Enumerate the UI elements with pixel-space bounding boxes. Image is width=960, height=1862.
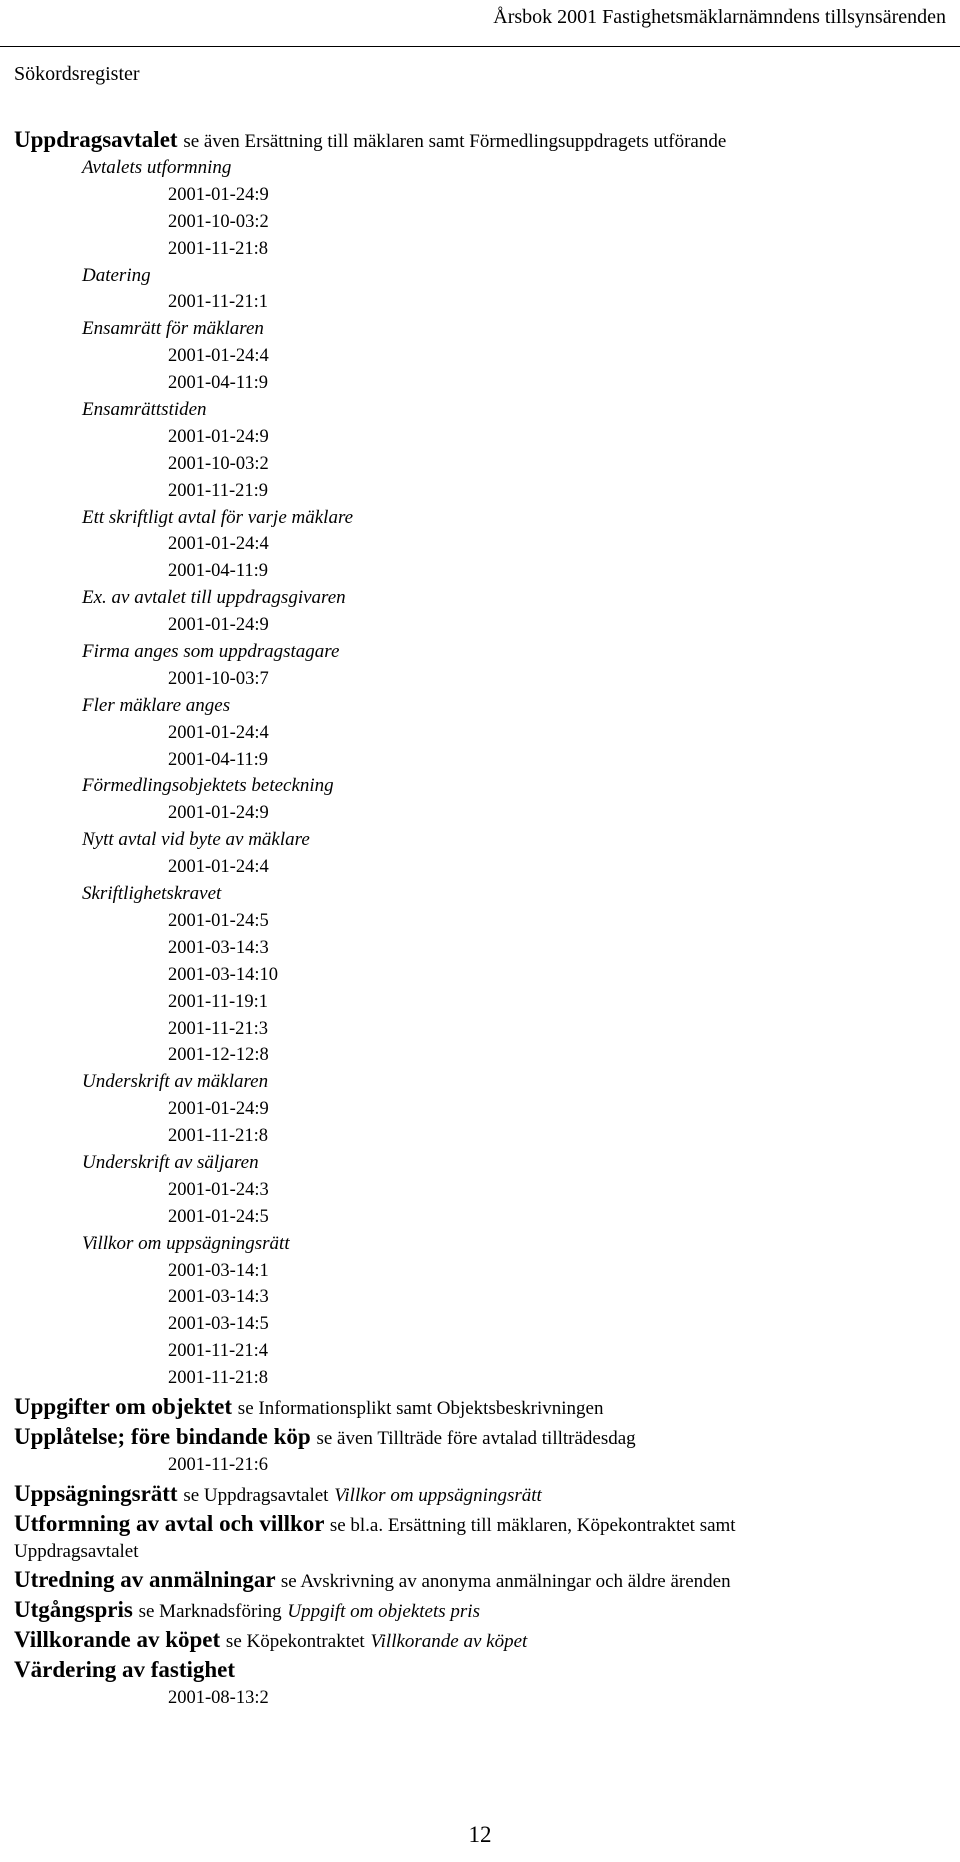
see-also: se bl.a. Ersättning till mäklaren, Köpekontraktet samt — [329, 1514, 736, 1536]
see-also: se Uppdragsavtalet — [183, 1484, 329, 1506]
case-reference: 2001-10-03:7 — [168, 668, 269, 689]
see-also: se även Ersättning till mäklaren samt Förmedlingsuppdragets utförande — [183, 131, 727, 152]
case-reference: 2001-03-14:3 — [168, 937, 269, 958]
case-reference: 2001-11-21:8 — [168, 1126, 269, 1147]
subentry-label: Underskrift av mäklaren — [82, 1071, 269, 1093]
entry-title: Utredning av anmälningar — [14, 1566, 276, 1592]
case-reference: 2001-01-24:9 — [168, 803, 269, 824]
subentry-label: Förmedlingsobjektets beteckning — [82, 775, 334, 797]
index-entry-uppsagningsratt — [14, 1479, 950, 1509]
entry-title: Utformning av avtal och villkor — [14, 1510, 325, 1536]
index-entry-villkorande — [14, 1625, 950, 1655]
index-content — [14, 125, 950, 1712]
index-entry-utformning — [14, 1509, 950, 1539]
see-also-continuation: Uppdragsavtalet — [14, 1540, 139, 1562]
subentry-label: Villkor om uppsägningsrätt — [82, 1232, 290, 1254]
case-reference: 2001-01-24:5 — [168, 910, 269, 931]
subentry-label: Fler mäklare anges — [82, 694, 231, 716]
case-reference: 2001-01-24:4 — [168, 857, 269, 878]
see-also: se Köpekontraktet — [225, 1630, 365, 1652]
see-also-subentry: Uppgift om objektets pris — [287, 1600, 480, 1622]
see-also: se Informationsplikt samt Objektsbeskrivningen — [237, 1397, 604, 1419]
see-also-subentry: Villkorande av köpet — [370, 1630, 528, 1652]
index-entry-uppdragsavtalet — [14, 125, 950, 155]
case-reference: 2001-10-03:2 — [168, 211, 269, 232]
case-reference: 2001-03-14:3 — [168, 1287, 269, 1308]
case-reference: 2001-03-14:10 — [168, 964, 278, 985]
subentry-label: Datering — [82, 264, 151, 286]
running-header-title: Årsbok 2001 Fastighetsmäklarnämndens tillsynsärenden — [493, 6, 946, 28]
subentry-label: Firma anges som uppdragstagare — [82, 641, 340, 663]
subentry-label: Skriftlighetskravet — [82, 883, 222, 905]
case-reference: 2001-11-21:9 — [168, 480, 269, 501]
case-reference: 2001-03-14:1 — [168, 1260, 269, 1281]
subentry-label: Ensamrättstiden — [82, 399, 207, 421]
case-reference: 2001-01-24:9 — [168, 1099, 269, 1120]
case-reference: 2001-08-13:2 — [168, 1687, 269, 1708]
case-reference: 2001-01-24:4 — [168, 346, 269, 367]
see-also: se även Tillträde före avtalad tillträdesdag — [316, 1427, 636, 1449]
entry-title: Utgångspris — [14, 1596, 133, 1622]
index-entry-utgangspris — [14, 1595, 950, 1625]
case-reference: 2001-01-24:3 — [168, 1179, 269, 1200]
entry-title: Värdering av fastighet — [14, 1656, 236, 1682]
see-also: se Avskrivning av anonyma anmälningar och äldre ärenden — [280, 1570, 731, 1592]
page-number: 12 — [468, 1822, 492, 1847]
case-reference: 2001-11-21:1 — [168, 292, 269, 313]
index-entry-utredning — [14, 1565, 950, 1595]
section-label: Sökordsregister — [14, 63, 140, 85]
subentry-label: Underskrift av säljaren — [82, 1151, 259, 1173]
case-reference: 2001-11-19:1 — [168, 991, 269, 1012]
case-reference: 2001-11-21:8 — [168, 238, 269, 259]
case-reference: 2001-01-24:4 — [168, 722, 269, 743]
entry-title: Uppsägningsrätt — [14, 1480, 178, 1506]
header-divider — [0, 46, 960, 47]
case-reference: 2001-11-21:8 — [168, 1368, 269, 1389]
entry-title: Villkorande av köpet — [14, 1626, 221, 1652]
index-entry-upplatelse — [14, 1422, 950, 1452]
subentry-label: Ett skriftligt avtal för varje mäklare — [82, 506, 354, 528]
case-reference: 2001-01-24:9 — [168, 615, 269, 636]
case-reference: 2001-04-11:9 — [168, 749, 269, 770]
case-reference: 2001-04-11:9 — [168, 561, 269, 582]
subentry-label: Ex. av avtalet till uppdragsgivaren — [82, 587, 346, 609]
case-reference: 2001-03-14:5 — [168, 1314, 269, 1335]
case-reference: 2001-11-21:6 — [168, 1454, 269, 1475]
case-reference: 2001-04-11:9 — [168, 373, 269, 394]
index-entry-vardering — [14, 1655, 950, 1685]
case-reference: 2001-11-21:3 — [168, 1018, 269, 1039]
subentry-label: Avtalets utformning — [82, 157, 232, 178]
case-reference: 2001-01-24:5 — [168, 1206, 269, 1227]
case-reference: 2001-11-21:4 — [168, 1341, 269, 1362]
subentry-list — [14, 155, 950, 1392]
see-also-subentry: Villkor om uppsägningsrätt — [334, 1484, 542, 1506]
entry-title: Uppgifter om objektet — [14, 1393, 233, 1419]
entry-title: Uppdragsavtalet — [14, 127, 178, 152]
case-reference: 2001-10-03:2 — [168, 453, 269, 474]
entry-title: Upplåtelse; före bindande köp — [14, 1423, 311, 1449]
case-reference: 2001-12-12:8 — [168, 1045, 269, 1066]
case-reference: 2001-01-24:9 — [168, 426, 269, 447]
subentry-label: Nytt avtal vid byte av mäklare — [82, 829, 310, 851]
case-reference: 2001-01-24:9 — [168, 184, 269, 205]
index-entry-uppgifter — [14, 1392, 950, 1422]
subentry-label: Ensamrätt för mäklaren — [82, 318, 264, 340]
see-also: se Marknadsföring — [138, 1600, 282, 1622]
case-reference: 2001-01-24:4 — [168, 534, 269, 555]
